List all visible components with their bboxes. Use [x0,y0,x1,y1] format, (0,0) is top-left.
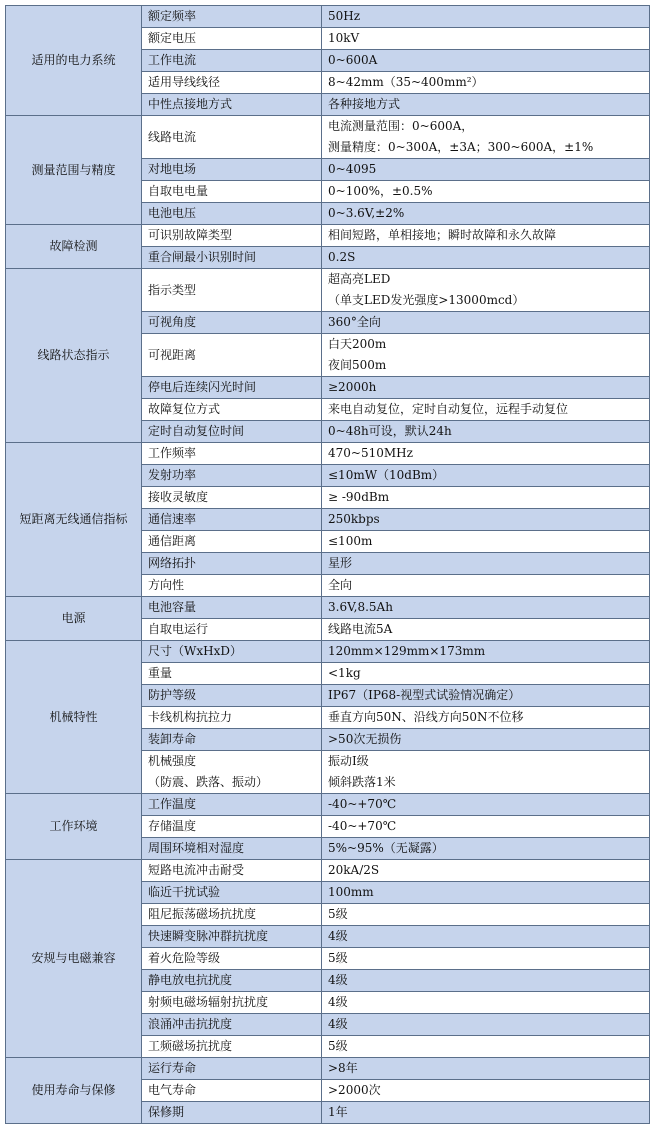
parameter-name-cell [142,531,322,553]
parameter-name-cell [142,312,322,334]
parameter-name: 方向性 [148,578,185,592]
parameter-name-cell [142,28,322,50]
parameter-value-cell [322,1036,650,1058]
parameter-value-cell [322,619,650,641]
parameter-value-cell [322,421,650,443]
parameter-name-cell [142,707,322,729]
parameter-value: 0~48h可设，默认24h [328,424,452,438]
parameter-value-cell [322,1080,650,1102]
parameter-value-cell [322,794,650,816]
parameter-value-cell [322,203,650,225]
parameter-name-cell [142,465,322,487]
parameter-name-cell [142,116,322,159]
parameter-name-cell [142,181,322,203]
parameter-value-cell [322,970,650,992]
parameter-value: 0.2S [328,250,356,264]
parameter-value: 各种接地方式 [328,97,401,111]
parameter-name: 重合闸最小识别时间 [148,250,257,264]
parameter-value: 3.6V,8.5Ah [328,600,393,614]
parameter-name-cell [142,225,322,247]
parameter-value-cell [322,6,650,28]
table-row [6,443,650,465]
parameter-value-cell [322,838,650,860]
parameter-value: 0~600A [328,53,378,67]
parameter-name: 电气寿命 [148,1083,197,1097]
parameter-name-cell [142,751,322,794]
parameter-value-cell [322,181,650,203]
category-cell: 安规与电磁兼容 [6,860,142,1058]
parameter-name: 线路电流 [148,129,197,144]
parameter-value-cell [322,377,650,399]
parameter-name: 工作温度 [148,797,197,811]
parameter-value: >2000次 [328,1083,381,1097]
parameter-value: <1kg [328,666,361,680]
parameter-name: 卡线机构抗拉力 [148,710,233,724]
parameter-value-cell [322,94,650,116]
parameter-value: 5级 [328,1039,348,1053]
parameter-value: -40~+70℃ [328,797,397,811]
parameter-value-cell [322,487,650,509]
parameter-name-cell [142,816,322,838]
parameter-name-cell [142,685,322,707]
table-row [6,794,650,816]
category-cell: 工作环境 [6,794,142,860]
parameter-name-cell [142,377,322,399]
parameter-name-cell [142,575,322,597]
table-row [6,269,650,312]
parameter-name-cell [142,838,322,860]
parameter-value: 1年 [328,1105,348,1119]
parameter-name: 装卸寿命 [148,732,197,746]
parameter-name: 电池容量 [148,600,197,614]
parameter-value: 0~4095 [328,162,377,176]
parameter-name-cell [142,487,322,509]
table-row [6,6,650,28]
parameter-value: ≥2000h [328,380,377,394]
spec-table-body [6,6,650,1124]
parameter-name: 尺寸（WxHxD） [148,644,242,658]
parameter-value-cell [322,1102,650,1124]
parameter-value-cell [322,531,650,553]
parameter-value-cell [322,465,650,487]
parameter-value-cell [322,992,650,1014]
parameter-name-cell [142,904,322,926]
parameter-name-cell [142,1058,322,1080]
parameter-value: 50Hz [328,9,361,23]
table-row [6,641,650,663]
parameter-name: 对地电场 [148,162,197,176]
parameter-value-cell [322,225,650,247]
parameter-name-cell [142,269,322,312]
parameter-value-cell [322,948,650,970]
parameter-name: 着火危险等级 [148,951,221,965]
category-cell: 适用的电力系统 [6,6,142,116]
parameter-value: 250kbps [328,512,380,526]
parameter-value-cell [322,553,650,575]
parameter-name: 通信距离 [148,534,197,548]
parameter-value-cell [322,882,650,904]
parameter-name: 可视角度 [148,315,197,329]
parameter-name: 重量 [148,666,173,680]
parameter-name: 网络拓扑 [148,556,197,570]
parameter-value-cell [322,443,650,465]
parameter-value-cell [322,247,650,269]
parameter-value: 超高亮LED [328,272,391,286]
parameter-name: 工频磁场抗扰度 [148,1039,233,1053]
parameter-name: 临近干扰试验 [148,885,221,899]
parameter-name-cell [142,50,322,72]
parameter-value: -40~+70℃ [328,819,397,833]
parameter-name: 接收灵敏度 [148,490,209,504]
parameter-name-cell [142,94,322,116]
category-cell: 线路状态指示 [6,269,142,443]
table-row [6,860,650,882]
parameter-name-cell [142,619,322,641]
parameter-value-cell [322,399,650,421]
parameter-value: 振动I级 [328,754,369,768]
parameter-name-cell [142,992,322,1014]
parameter-value: 20kA/2S [328,863,380,877]
parameter-value: IP67（IP68-视型式试验情况确定） [328,688,521,702]
parameter-name: 发射功率 [148,468,197,482]
parameter-value: 来电自动复位，定时自动复位，远程手动复位 [328,402,569,416]
parameter-name: 保修期 [148,1105,185,1119]
parameter-value: >50次无损伤 [328,732,402,746]
parameter-name: 额定电压 [148,31,197,45]
parameter-name-cell [142,6,322,28]
parameter-value: （单支LED发光强度>13000mcd） [328,293,525,307]
parameter-value: 4级 [328,929,348,943]
parameter-name: 电池电压 [148,206,197,220]
parameter-name-cell [142,882,322,904]
parameter-value-cell [322,50,650,72]
table-row [6,597,650,619]
parameter-value: 5%~95%（无凝露） [328,841,444,855]
parameter-value-cell [322,116,650,159]
parameter-value-cell [322,28,650,50]
parameter-value: ≥ -90dBm [328,490,390,504]
parameter-value-cell [322,1014,650,1036]
parameter-name-cell [142,663,322,685]
parameter-name-cell [142,247,322,269]
parameter-name-cell [142,421,322,443]
parameter-value: 10kV [328,31,360,45]
parameter-value-cell [322,860,650,882]
parameter-value-cell [322,509,650,531]
parameter-value: 夜间500m [328,358,387,372]
parameter-name: 中性点接地方式 [148,97,233,111]
parameter-name-cell [142,1036,322,1058]
parameter-name: （防震、跌落、振动） [148,775,269,789]
parameter-name-cell [142,1102,322,1124]
parameter-name-cell [142,1014,322,1036]
parameter-name-cell [142,159,322,181]
parameter-value: 4级 [328,1017,348,1031]
parameter-value: ≤10mW（10dBm） [328,468,445,482]
parameter-value: 4级 [328,995,348,1009]
parameter-name-cell [142,72,322,94]
parameter-value-cell [322,707,650,729]
parameter-name-cell [142,399,322,421]
parameter-name: 通信速率 [148,512,197,526]
parameter-name: 停电后连续闪光时间 [148,380,257,394]
parameter-value-cell [322,269,650,312]
spec-table [5,5,650,1124]
parameter-value-cell [322,159,650,181]
parameter-value: ≤100m [328,534,373,548]
category-cell: 短距离无线通信指标 [6,443,142,597]
parameter-value: 测量精度：0~300A，±3A；300~600A，±1% [328,140,594,154]
parameter-value: >8年 [328,1061,358,1075]
parameter-value-cell [322,663,650,685]
parameter-value-cell [322,751,650,794]
parameter-value-cell [322,597,650,619]
parameter-value: 5级 [328,907,348,921]
parameter-name-cell [142,641,322,663]
parameter-value: 470~510MHz [328,446,413,460]
parameter-name: 故障复位方式 [148,402,221,416]
table-row [6,1058,650,1080]
parameter-value-cell [322,904,650,926]
parameter-name: 静电放电抗扰度 [148,973,233,987]
parameter-value: 垂直方向50N、沿线方向50N不位移 [328,710,524,724]
parameter-value-cell [322,685,650,707]
parameter-value-cell [322,72,650,94]
parameter-name: 定时自动复位时间 [148,424,245,438]
parameter-name: 阻尼振荡磁场抗扰度 [148,907,257,921]
category-cell: 机械特性 [6,641,142,794]
parameter-name: 运行寿命 [148,1061,197,1075]
parameter-value-cell [322,641,650,663]
parameter-name-cell [142,553,322,575]
parameter-value: 100mm [328,885,374,899]
parameter-name-cell [142,794,322,816]
parameter-name-cell [142,1080,322,1102]
parameter-name-cell [142,334,322,377]
category-cell: 测量范围与精度 [6,116,142,225]
parameter-name-cell [142,729,322,751]
parameter-value: 电流测量范围：0~600A， [328,119,474,133]
parameter-name: 机械强度 [148,754,197,768]
table-row [6,225,650,247]
parameter-name-cell [142,597,322,619]
parameter-value-cell [322,575,650,597]
parameter-name: 自取电电量 [148,184,209,198]
parameter-name: 指示类型 [148,282,197,297]
parameter-value-cell [322,334,650,377]
parameter-value: 线路电流5A [328,622,393,636]
parameter-value: 白天200m [328,337,387,351]
parameter-name: 适用导线线径 [148,75,221,89]
parameter-name-cell [142,860,322,882]
parameter-name-cell [142,509,322,531]
category-cell: 电源 [6,597,142,641]
parameter-name: 射频电磁场辐射抗扰度 [148,995,269,1009]
parameter-value: 8~42mm（35~400mm²） [328,75,484,89]
parameter-value: 全向 [328,578,353,592]
parameter-name-cell [142,948,322,970]
parameter-value-cell [322,926,650,948]
parameter-value: 360°全向 [328,315,381,329]
parameter-name: 工作频率 [148,446,197,460]
parameter-value: 相间短路，单相接地；瞬时故障和永久故障 [328,228,557,242]
parameter-name: 额定频率 [148,9,197,23]
parameter-value: 0~100%，±0.5% [328,184,433,198]
parameter-name: 可识别故障类型 [148,228,233,242]
parameter-value-cell [322,312,650,334]
parameter-name: 周围环境相对湿度 [148,841,245,855]
parameter-value: 5级 [328,951,348,965]
category-cell: 使用寿命与保修 [6,1058,142,1124]
parameter-name-cell [142,970,322,992]
parameter-name: 工作电流 [148,53,197,67]
parameter-name-cell [142,203,322,225]
table-row [6,116,650,159]
parameter-value-cell [322,729,650,751]
parameter-value: 4级 [328,973,348,987]
parameter-name: 可视距离 [148,347,197,362]
parameter-name: 短路电流冲击耐受 [148,863,245,877]
parameter-value-cell [322,1058,650,1080]
category-cell: 故障检测 [6,225,142,269]
parameter-name-cell [142,443,322,465]
parameter-value: 星形 [328,556,353,570]
parameter-value-cell [322,816,650,838]
parameter-name-cell [142,926,322,948]
parameter-value: 120mm×129mm×173mm [328,644,486,658]
parameter-name: 自取电运行 [148,622,209,636]
parameter-name: 防护等级 [148,688,197,702]
parameter-name: 快速瞬变脉冲群抗扰度 [148,929,269,943]
parameter-value: 0~3.6V,±2% [328,206,405,220]
parameter-name: 存储温度 [148,819,197,833]
parameter-name: 浪涌冲击抗扰度 [148,1017,233,1031]
parameter-value: 倾斜跌落1米 [328,775,396,789]
